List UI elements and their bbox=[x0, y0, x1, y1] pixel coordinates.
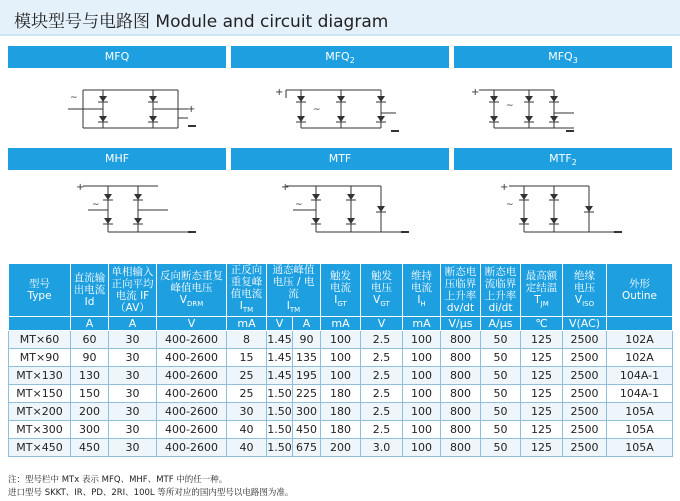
table-cell: 2500 bbox=[563, 367, 607, 385]
table-cell: 8 bbox=[227, 331, 267, 349]
diagram-mfq bbox=[8, 46, 226, 142]
table-cell: 50 bbox=[481, 421, 521, 439]
table-cell: 2.5 bbox=[361, 367, 403, 385]
table-row bbox=[9, 367, 673, 385]
table-body bbox=[9, 317, 673, 457]
diagram-mtf2 bbox=[454, 148, 672, 244]
table-cell: MT×200 bbox=[9, 403, 71, 421]
table-cell: 2500 bbox=[563, 331, 607, 349]
circuit-diagram-grid bbox=[8, 46, 672, 246]
diagram-label: $MFQ_2$ bbox=[231, 46, 449, 68]
unit-cell: mA bbox=[403, 317, 441, 331]
svg-text:~: ~ bbox=[70, 93, 78, 103]
header-outline: 外形 Outine bbox=[607, 264, 673, 317]
svg-text:+: + bbox=[500, 182, 509, 193]
table-cell: 30 bbox=[227, 403, 267, 421]
table-cell: 800 bbox=[441, 403, 481, 421]
table-cell: 50 bbox=[481, 385, 521, 403]
table-cell: 50 bbox=[481, 367, 521, 385]
table-cell: 50 bbox=[481, 349, 521, 367]
unit-cell: V bbox=[361, 317, 403, 331]
diagram-label: $MFQ_3$ bbox=[454, 46, 672, 68]
table-cell: 2500 bbox=[563, 385, 607, 403]
diagram-mfq2 bbox=[231, 46, 449, 142]
table-cell: 105A bbox=[607, 439, 673, 457]
table-cell: 105A bbox=[607, 403, 673, 421]
table-cell: MT×90 bbox=[9, 349, 71, 367]
table-cell: 102A bbox=[607, 331, 673, 349]
table-cell: 125 bbox=[521, 385, 563, 403]
header-vgt: 触发 电压 $V_{GT}$ bbox=[361, 264, 403, 317]
table-cell: 104A-1 bbox=[607, 367, 673, 385]
table-cell: 105A bbox=[607, 421, 673, 439]
mtf2-circuit bbox=[454, 170, 672, 244]
table-cell: 1.50 bbox=[267, 403, 293, 421]
table-cell: 195 bbox=[293, 367, 321, 385]
unit-cell bbox=[9, 317, 71, 331]
svg-text:+: + bbox=[275, 87, 284, 98]
table-cell: 90 bbox=[71, 349, 109, 367]
table-cell: 800 bbox=[441, 385, 481, 403]
table-cell: 90 bbox=[293, 331, 321, 349]
header-dvdt: 断态电 压临界 上升率 dv/dt bbox=[441, 264, 481, 317]
mtf-circuit bbox=[231, 170, 449, 244]
table-cell: 800 bbox=[441, 439, 481, 457]
table-row bbox=[9, 385, 673, 403]
table-row bbox=[9, 421, 673, 439]
unit-cell: A bbox=[293, 317, 321, 331]
table-row bbox=[9, 403, 673, 421]
table-cell: 300 bbox=[293, 403, 321, 421]
unit-cell: A bbox=[71, 317, 109, 331]
table-row bbox=[9, 439, 673, 457]
diagram-mtf bbox=[231, 148, 449, 244]
table-row bbox=[9, 331, 673, 349]
table-cell: 2.5 bbox=[361, 331, 403, 349]
table-header-row bbox=[9, 264, 673, 317]
table-cell: 400-2600 bbox=[157, 349, 227, 367]
svg-text:~: ~ bbox=[313, 105, 321, 115]
table-cell: 100 bbox=[321, 349, 361, 367]
table-cell: 2.5 bbox=[361, 385, 403, 403]
units-row bbox=[9, 317, 673, 331]
header-tjm: 最高额 定结温 $T_{JM}$ bbox=[521, 264, 563, 317]
header-ih: 维持 电流 $I_H$ bbox=[403, 264, 441, 317]
table-cell: 30 bbox=[109, 439, 157, 457]
table-cell: 100 bbox=[403, 421, 441, 439]
table-cell: 1.45 bbox=[267, 349, 293, 367]
table-cell: 125 bbox=[521, 367, 563, 385]
table-cell: 30 bbox=[109, 331, 157, 349]
unit-cell: ℃ bbox=[521, 317, 563, 331]
header-viso: 绝缘 电压 $V_{ISO}$ bbox=[563, 264, 607, 317]
diagram-label: MTF bbox=[231, 148, 449, 170]
unit-cell bbox=[607, 317, 673, 331]
table-cell: 400-2600 bbox=[157, 439, 227, 457]
svg-text:+: + bbox=[471, 87, 480, 98]
table-cell: 100 bbox=[403, 367, 441, 385]
unit-cell: V bbox=[267, 317, 293, 331]
table-cell: 100 bbox=[403, 385, 441, 403]
unit-cell: mA bbox=[227, 317, 267, 331]
table-cell: 30 bbox=[109, 421, 157, 439]
table-cell: 25 bbox=[227, 367, 267, 385]
table-cell: 125 bbox=[521, 331, 563, 349]
table-cell: 130 bbox=[71, 367, 109, 385]
table-cell: 15 bbox=[227, 349, 267, 367]
table-cell: 200 bbox=[321, 439, 361, 457]
section-title: 模块型号与电路图 Module and circuit diagram bbox=[14, 12, 389, 32]
header-vtm-itm: 通态峰值 电压 / 电流 $I_{TM}$ bbox=[267, 264, 321, 317]
table-cell: 100 bbox=[321, 367, 361, 385]
mfq-circuit bbox=[8, 68, 226, 142]
header-if: 单相输入 正向平均 电流 IF （AV） bbox=[109, 264, 157, 317]
table-cell: 3.0 bbox=[361, 439, 403, 457]
table-cell: 1.45 bbox=[267, 367, 293, 385]
section-title-bar bbox=[0, 0, 680, 36]
table-cell: 40 bbox=[227, 421, 267, 439]
header-didt: 断态电 流临界 上升率 di/dt bbox=[481, 264, 521, 317]
table-cell: 2.5 bbox=[361, 421, 403, 439]
table-cell: 800 bbox=[441, 367, 481, 385]
table-cell: 2500 bbox=[563, 421, 607, 439]
table-cell: 180 bbox=[321, 385, 361, 403]
header-itm: 正反向 重复峰 值电流 $I_{TM}$ bbox=[227, 264, 267, 317]
diagram-label: MHF bbox=[8, 148, 226, 170]
unit-cell: V/μs bbox=[441, 317, 481, 331]
svg-text:~: ~ bbox=[506, 101, 514, 111]
spec-table bbox=[8, 263, 673, 457]
table-cell: 2.5 bbox=[361, 403, 403, 421]
table-cell: 30 bbox=[109, 403, 157, 421]
footnote-2: 进口型号 SKKT、IR、PD、2RI、100L 等所对应的国内型号以电路图为准。 bbox=[8, 488, 294, 498]
table-row bbox=[9, 349, 673, 367]
table-cell: MT×60 bbox=[9, 331, 71, 349]
table-cell: 104A-1 bbox=[607, 385, 673, 403]
table-cell: 60 bbox=[71, 331, 109, 349]
table-cell: 1.50 bbox=[267, 421, 293, 439]
table-cell: 30 bbox=[109, 367, 157, 385]
table-cell: 1.50 bbox=[267, 385, 293, 403]
table-cell: 100 bbox=[403, 331, 441, 349]
svg-text:~: ~ bbox=[295, 200, 303, 210]
mfq2-circuit bbox=[231, 68, 449, 142]
unit-cell: mA bbox=[321, 317, 361, 331]
mhf-circuit bbox=[8, 170, 226, 244]
table-cell: 450 bbox=[293, 421, 321, 439]
table-cell: 125 bbox=[521, 439, 563, 457]
header-vdrm: 反向断态重复 峰值电压 $V_{DRM}$ bbox=[157, 264, 227, 317]
table-cell: 675 bbox=[293, 439, 321, 457]
table-cell: 125 bbox=[521, 349, 563, 367]
table-cell: 100 bbox=[321, 331, 361, 349]
table-cell: 100 bbox=[403, 403, 441, 421]
table-cell: 50 bbox=[481, 439, 521, 457]
table-cell: 2.5 bbox=[361, 349, 403, 367]
header-id: 直流输 出电流 Id bbox=[71, 264, 109, 317]
table-cell: MT×150 bbox=[9, 385, 71, 403]
table-cell: 1.50 bbox=[267, 439, 293, 457]
header-type: 型号 Type bbox=[9, 264, 71, 317]
table-cell: 800 bbox=[441, 349, 481, 367]
table-cell: 400-2600 bbox=[157, 403, 227, 421]
table-cell: 125 bbox=[521, 403, 563, 421]
diagram-mhf bbox=[8, 148, 226, 244]
table-cell: 2500 bbox=[563, 439, 607, 457]
table-cell: 1.45 bbox=[267, 331, 293, 349]
table-cell: 180 bbox=[321, 403, 361, 421]
table-cell: 100 bbox=[403, 439, 441, 457]
table-cell: 225 bbox=[293, 385, 321, 403]
table-cell: 50 bbox=[481, 403, 521, 421]
table-cell: MT×130 bbox=[9, 367, 71, 385]
table-cell: 400-2600 bbox=[157, 367, 227, 385]
footnote-1: 注：型号栏中 MTx 表示 MFQ、MHF、MTF 中的任一种。 bbox=[8, 475, 228, 485]
table-cell: MT×300 bbox=[9, 421, 71, 439]
svg-text:+: + bbox=[281, 182, 290, 193]
table-cell: 2500 bbox=[563, 403, 607, 421]
header-igt: 触发 电流 $I_{GT}$ bbox=[321, 264, 361, 317]
table-cell: 450 bbox=[71, 439, 109, 457]
svg-text:~: ~ bbox=[92, 200, 100, 210]
table-cell: 400-2600 bbox=[157, 331, 227, 349]
table-cell: 200 bbox=[71, 403, 109, 421]
unit-cell: A bbox=[109, 317, 157, 331]
table-cell: 300 bbox=[71, 421, 109, 439]
svg-text:~: ~ bbox=[506, 200, 514, 210]
mfq3-circuit bbox=[454, 68, 672, 142]
diagram-label: MFQ bbox=[8, 46, 226, 68]
table-cell: 150 bbox=[71, 385, 109, 403]
svg-text:+: + bbox=[76, 182, 85, 193]
unit-cell: V(AC) bbox=[563, 317, 607, 331]
table-cell: 800 bbox=[441, 331, 481, 349]
unit-cell: V bbox=[157, 317, 227, 331]
table-cell: 102A bbox=[607, 349, 673, 367]
table-cell: 180 bbox=[321, 421, 361, 439]
table-cell: 400-2600 bbox=[157, 421, 227, 439]
table-cell: 2500 bbox=[563, 349, 607, 367]
diagram-label: $MTF_2$ bbox=[454, 148, 672, 170]
table-cell: 25 bbox=[227, 385, 267, 403]
svg-text:+: + bbox=[187, 104, 196, 115]
unit-cell: A/μs bbox=[481, 317, 521, 331]
table-cell: 135 bbox=[293, 349, 321, 367]
table-cell: 100 bbox=[403, 349, 441, 367]
table-cell: 800 bbox=[441, 421, 481, 439]
table-cell: MT×450 bbox=[9, 439, 71, 457]
table-cell: 125 bbox=[521, 421, 563, 439]
table-cell: 30 bbox=[109, 349, 157, 367]
diagram-mfq3 bbox=[454, 46, 672, 142]
table-cell: 50 bbox=[481, 331, 521, 349]
table-cell: 40 bbox=[227, 439, 267, 457]
table-cell: 400-2600 bbox=[157, 385, 227, 403]
table-cell: 30 bbox=[109, 385, 157, 403]
